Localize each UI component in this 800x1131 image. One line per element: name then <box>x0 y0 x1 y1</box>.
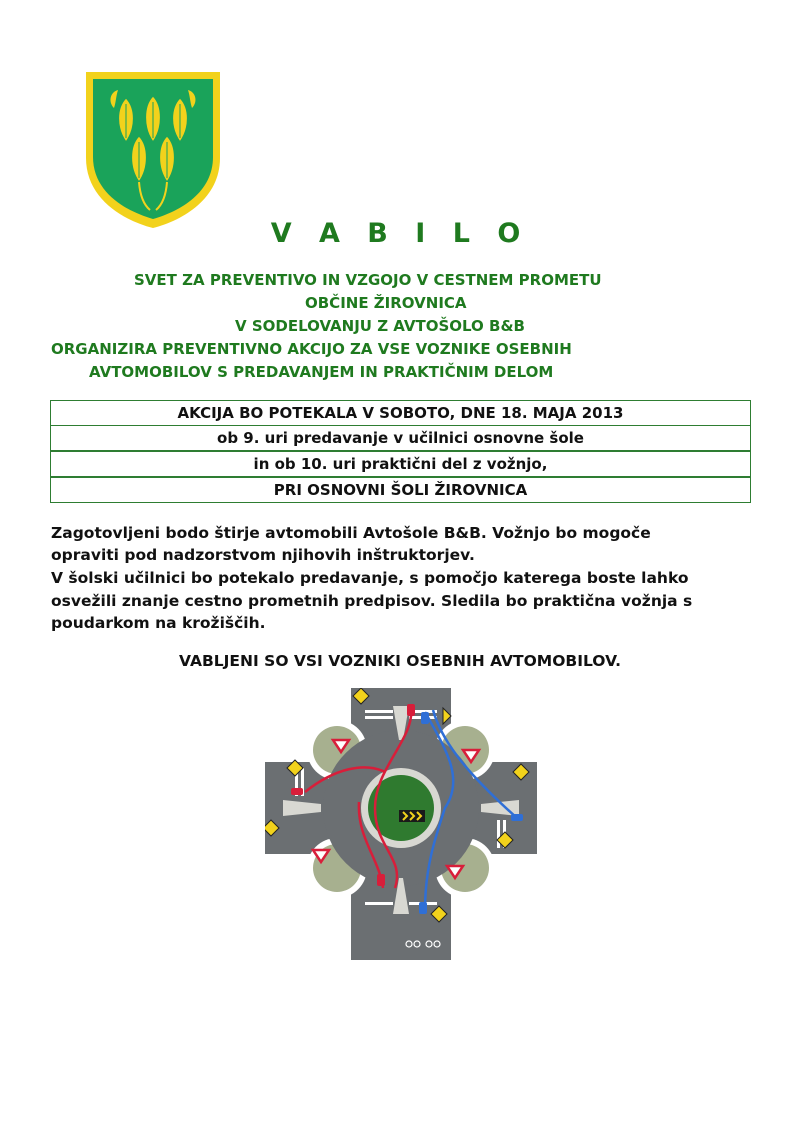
schedule-row-date: AKCIJA BO POTEKALA V SOBOTO, DNE 18. MAJA 2013 <box>50 400 751 426</box>
roundabout-diagram <box>265 688 537 960</box>
body-line-2: opraviti pod nadzorstvom njihovih inštruktorjev. <box>51 546 475 564</box>
body-line-4: osvežili znanje cestno prometnih predpisov. Sledila bo praktična vožnja s <box>51 592 693 610</box>
organizer-line-4: ORGANIZIRA PREVENTIVNO AKCIJO ZA VSE VOZNIKE OSEBNIH <box>51 340 572 358</box>
schedule-row-practice: in ob 10. uri praktični del z vožnjo, <box>50 451 751 477</box>
organizer-line-2: OBČINE ŽIROVNICA <box>305 294 467 312</box>
organizer-line-5: AVTOMOBILOV S PREDAVANJEM IN PRAKTIČNIM DELOM <box>89 363 554 381</box>
body-line-5: poudarkom na krožiščih. <box>51 614 266 632</box>
municipality-crest <box>84 70 222 230</box>
organizer-line-3: V SODELOVANJU Z AVTOŠOLO B&B <box>235 317 525 335</box>
body-line-3: V šolski učilnici bo potekalo predavanje, s pomočjo katerega boste lahko <box>51 569 689 587</box>
schedule-row-location: PRI OSNOVNI ŠOLI ŽIROVNICA <box>50 477 751 503</box>
invitation-title: V A B I L O <box>270 218 530 249</box>
body-line-1: Zagotovljeni bodo štirje avtomobili Avtošole B&B. Vožnjo bo mogoče <box>51 524 651 542</box>
closing-line: VABLJENI SO VSI VOZNIKI OSEBNIH AVTOMOBILOV. <box>179 652 621 670</box>
organizer-line-1: SVET ZA PREVENTIVO IN VZGOJO V CESTNEM PROMETU <box>134 271 602 289</box>
schedule-row-lecture: ob 9. uri predavanje v učilnici osnovne šole <box>50 425 751 451</box>
